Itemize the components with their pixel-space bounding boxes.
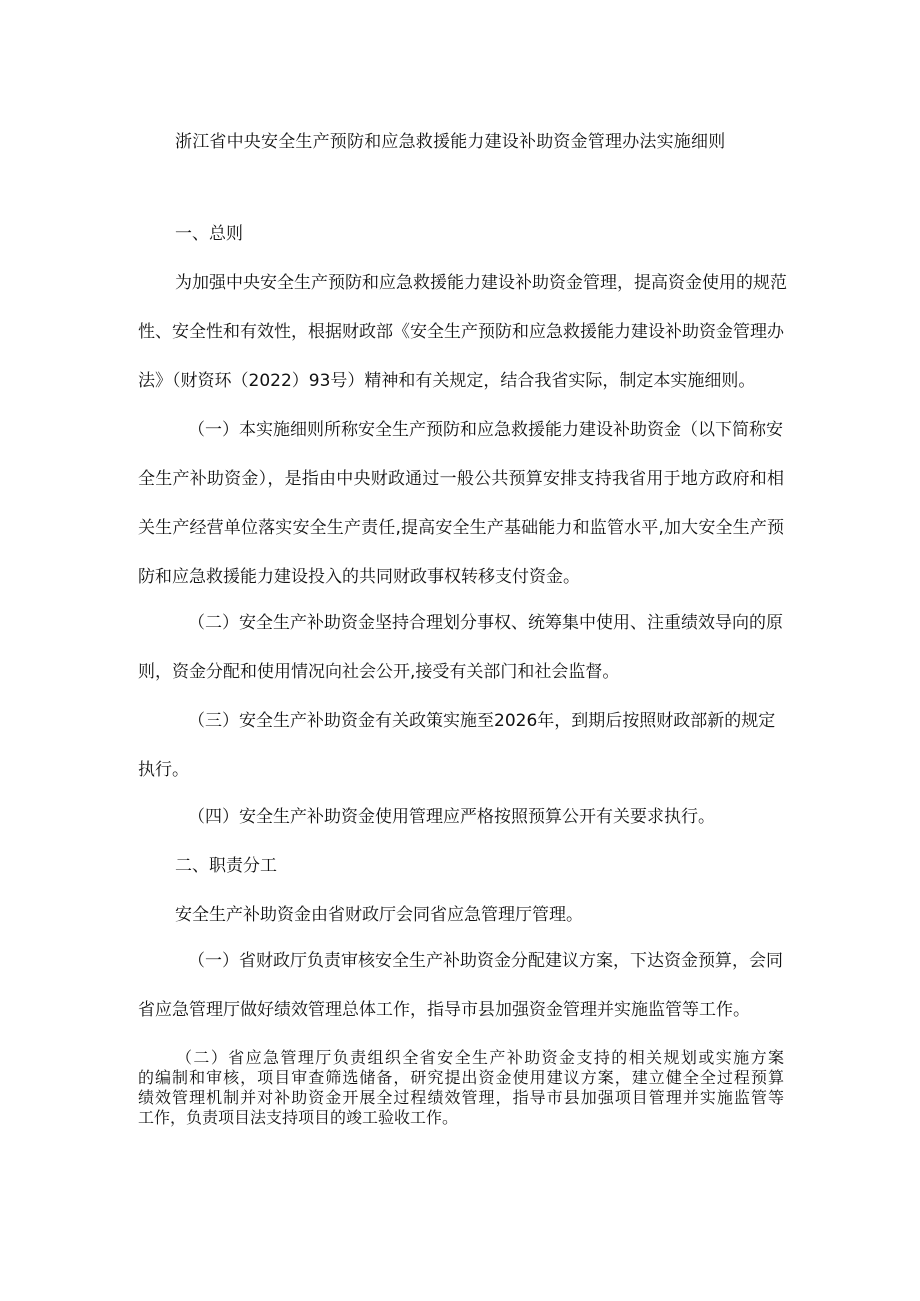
paragraph-line: （一）本实施细则所称安全生产预防和应急救援能力建设补助资金（以下简称安 <box>188 420 783 440</box>
paragraph-line: （一）省财政厅负责审核安全生产补助资金分配建议方案，下达资金预算，会同 <box>188 951 783 971</box>
paragraph-line: 执行。 <box>138 760 189 780</box>
paragraph-line: 省应急管理厅做好绩效管理总体工作，指导市县加强资金管理并实施监管等工作。 <box>138 1000 750 1020</box>
paragraph-block <box>138 1048 784 1128</box>
paragraph-line: 性、安全性和有效性，根据财政部《安全生产预防和应急救援能力建设补助资金管理办 <box>138 322 784 342</box>
paragraph-line: 安全生产补助资金由省财政厅会同省应急管理厅管理。 <box>175 905 583 925</box>
paragraph-line: （二）省应急管理厅负责组织全省安全生产补助资金支持的相关规划或实施方案 <box>176 1048 784 1067</box>
section-heading-general: 一、总则 <box>175 224 243 244</box>
paragraph-line: 绩效管理机制并对补助资金开展全过程绩效管理，指导市县加强项目管理并实施监管等 <box>138 1088 784 1107</box>
paragraph-line: 的编制和审核，项目审查筛选储备，研究提出资金使用建议方案，建立健全全过程预算 <box>138 1068 784 1087</box>
paragraph-line: 防和应急救援能力建设投入的共同财政事权转移支付资金。 <box>138 567 580 587</box>
section-heading-duties: 二、职责分工 <box>175 856 277 876</box>
paragraph-line: 全生产补助资金），是指由中央财政通过一般公共预算安排支持我省用于地方政府和相 <box>138 469 784 489</box>
paragraph-line: （二）安全生产补助资金坚持合理划分事权、统筹集中使用、注重绩效导向的原 <box>188 613 783 633</box>
paragraph-line: 为加强中央安全生产预防和应急救援能力建设补助资金管理，提高资金使用的规范 <box>175 273 787 293</box>
paragraph-line: 关生产经营单位落实安全生产责任,提高安全生产基础能力和监管水平,加大安全生产预 <box>138 518 784 538</box>
paragraph-line: （三）安全生产补助资金有关政策实施至2026年，到期后按照财政部新的规定 <box>188 711 776 731</box>
paragraph-line: 则，资金分配和使用情况向社会公开,接受有关部门和社会监督。 <box>138 662 620 682</box>
document-title: 浙江省中央安全生产预防和应急救援能力建设补助资金管理办法实施细则 <box>175 132 726 152</box>
paragraph-line: 法》（财资环（2022）93号）精神和有关规定，结合我省实际，制定本实施细则。 <box>138 371 756 391</box>
paragraph-line: 工作，负责项目法支持项目的竣工验收工作。 <box>138 1108 459 1127</box>
paragraph-line: （四）安全生产补助资金使用管理应严格按照预算公开有关要求执行。 <box>188 807 715 827</box>
